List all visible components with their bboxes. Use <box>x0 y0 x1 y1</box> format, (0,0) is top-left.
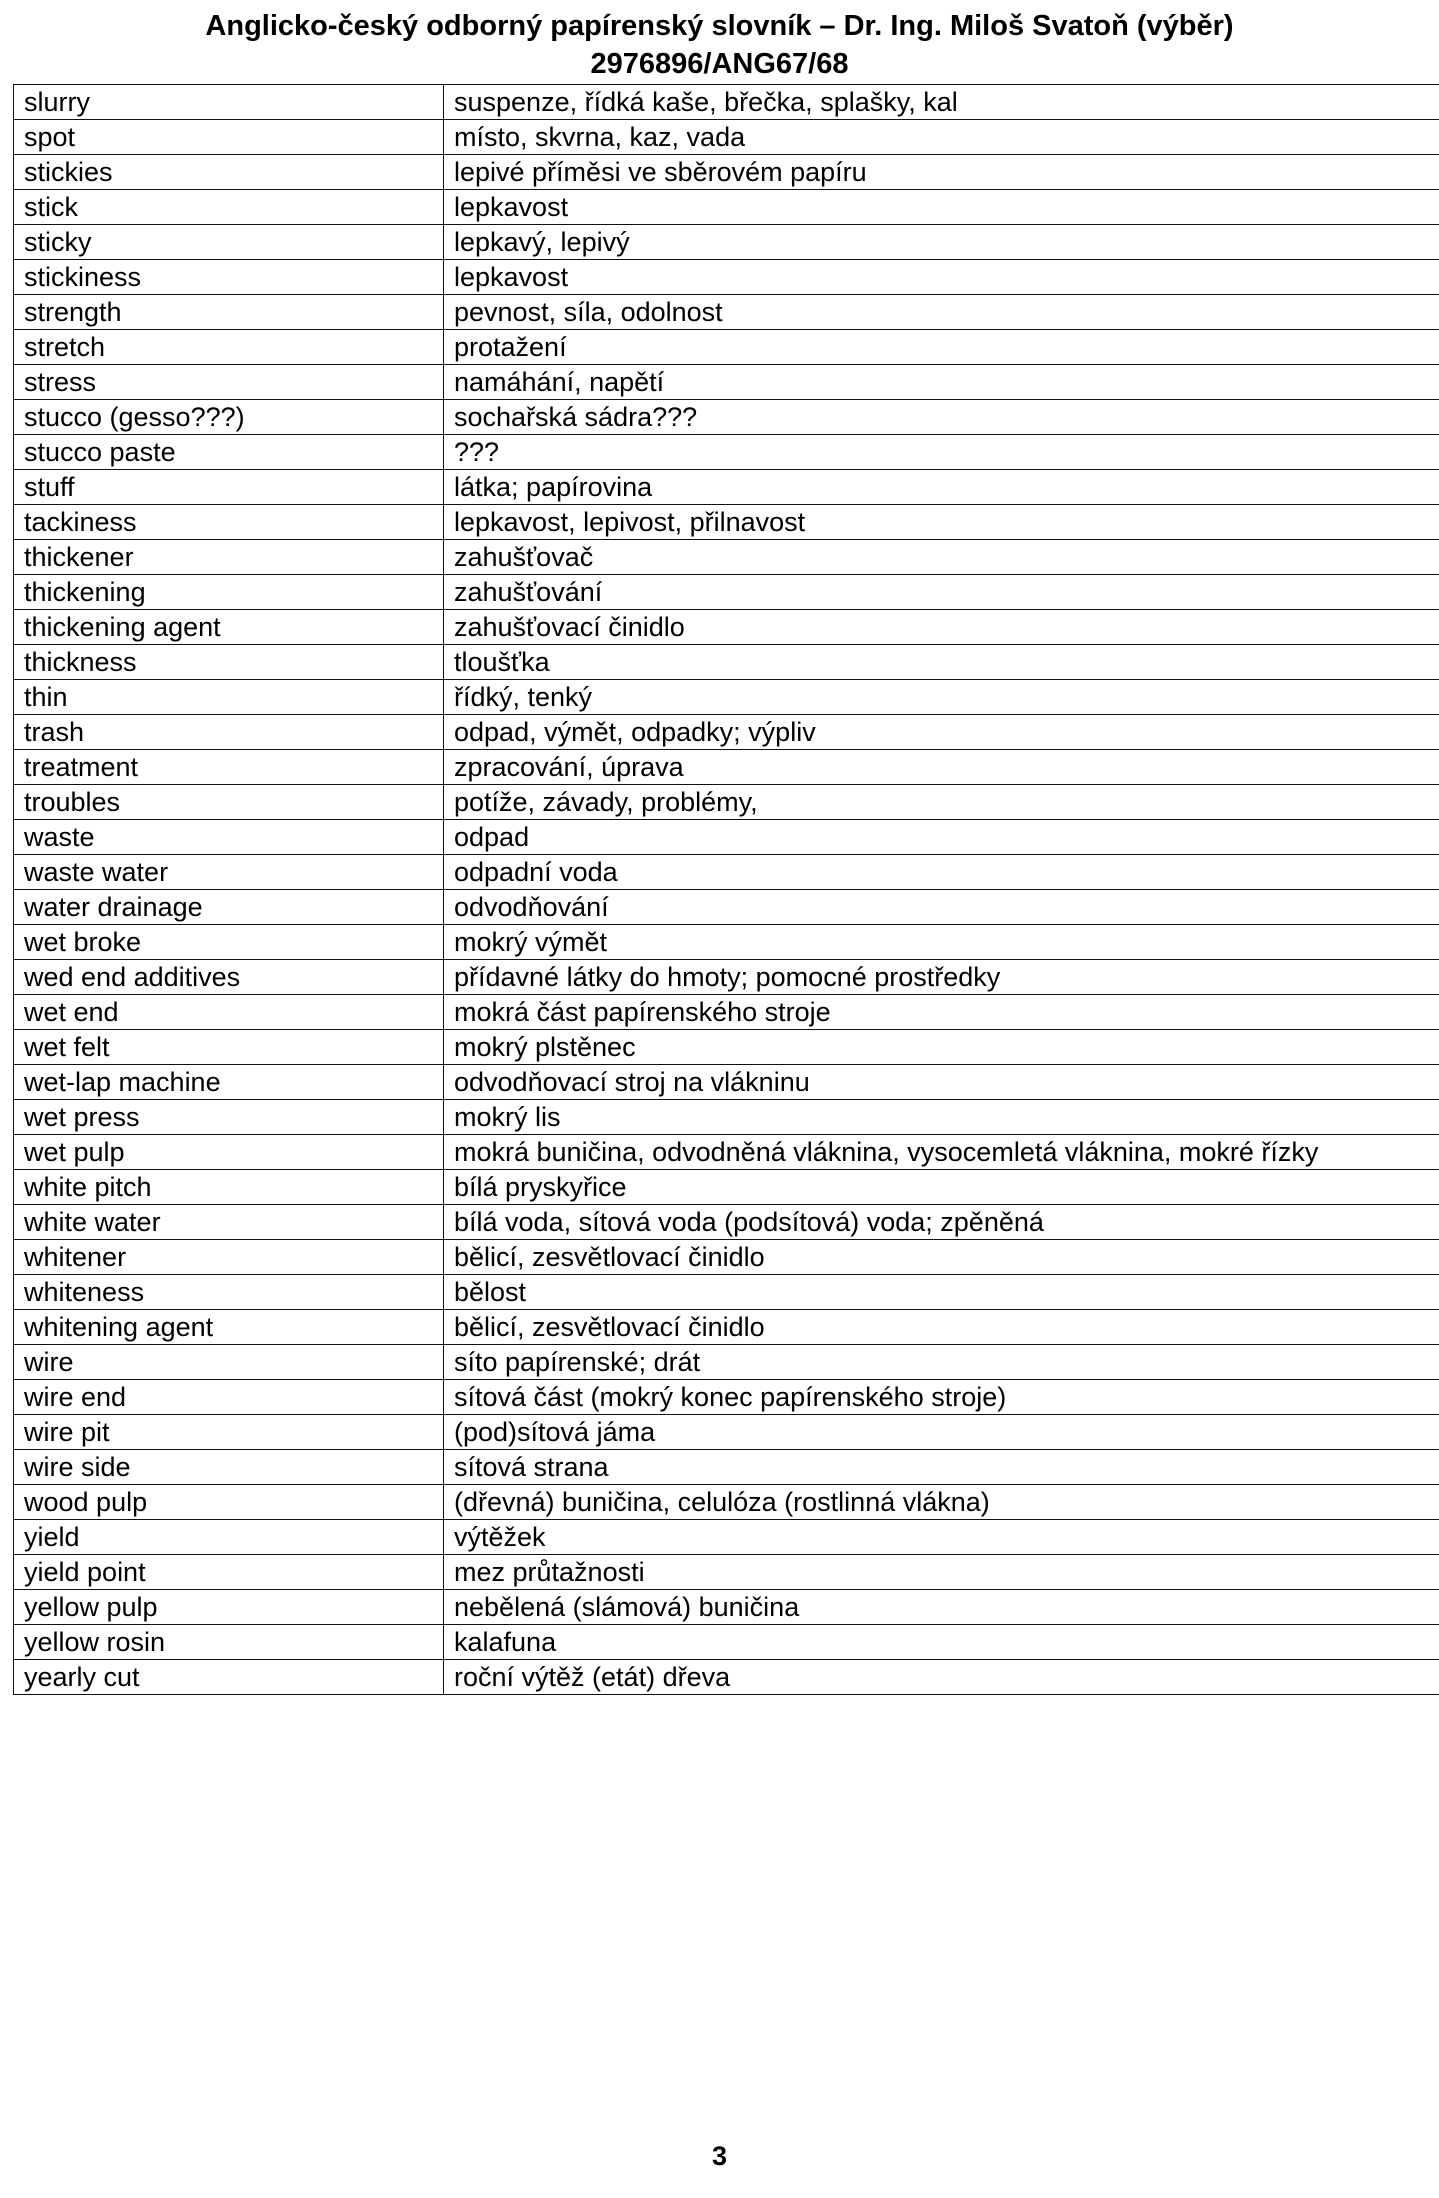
english-term: sticky <box>14 225 444 260</box>
english-term: whitener <box>14 1240 444 1275</box>
english-term: troubles <box>14 785 444 820</box>
czech-translation: místo, skvrna, kaz, vada <box>444 120 1439 155</box>
czech-translation: látka; papírovina <box>444 470 1439 505</box>
english-term: stress <box>14 365 444 400</box>
table-row <box>14 575 1439 610</box>
table-row <box>14 1135 1439 1170</box>
czech-translation: ??? <box>444 435 1439 470</box>
english-term: waste <box>14 820 444 855</box>
table-row <box>14 995 1439 1030</box>
czech-translation: sochařská sádra??? <box>444 400 1439 435</box>
english-term: white pitch <box>14 1170 444 1205</box>
english-term: wet-lap machine <box>14 1065 444 1100</box>
table-row <box>14 1065 1439 1100</box>
english-term: wed end additives <box>14 960 444 995</box>
czech-translation: suspenze, řídká kaše, břečka, splašky, kal <box>444 85 1439 120</box>
czech-translation: lepkavost <box>444 260 1439 295</box>
czech-translation: odpadní voda <box>444 855 1439 890</box>
table-row <box>14 1590 1439 1625</box>
table-row <box>14 1240 1439 1275</box>
english-term: yellow rosin <box>14 1625 444 1660</box>
document-code: 2976896/ANG67/68 <box>590 48 849 80</box>
table-row <box>14 890 1439 925</box>
table-row <box>14 505 1439 540</box>
czech-translation: zahušťovač <box>444 540 1439 575</box>
czech-translation: tloušťka <box>444 645 1439 680</box>
english-term: whitening agent <box>14 1310 444 1345</box>
czech-translation: protažení <box>444 330 1439 365</box>
table-row <box>14 925 1439 960</box>
table-row <box>14 785 1439 820</box>
english-term: thickening agent <box>14 610 444 645</box>
english-term: thickening <box>14 575 444 610</box>
english-term: stick <box>14 190 444 225</box>
czech-translation: odvodňování <box>444 890 1439 925</box>
czech-translation: mokrá buničina, odvodněná vláknina, vysocemletá vláknina, mokré řízky <box>444 1135 1439 1170</box>
table-row <box>14 190 1439 225</box>
english-term: yield point <box>14 1555 444 1590</box>
czech-translation: kalafuna <box>444 1625 1439 1660</box>
czech-translation: bílá voda, sítová voda (podsítová) voda; zpěněná <box>444 1205 1439 1240</box>
english-term: trash <box>14 715 444 750</box>
table-row <box>14 85 1439 120</box>
english-term: wet pulp <box>14 1135 444 1170</box>
czech-translation: (pod)sítová jáma <box>444 1415 1439 1450</box>
english-term: water drainage <box>14 890 444 925</box>
czech-translation: bílá pryskyřice <box>444 1170 1439 1205</box>
table-row <box>14 470 1439 505</box>
czech-translation: lepkavost, lepivost, přilnavost <box>444 505 1439 540</box>
table-row <box>14 1030 1439 1065</box>
table-row <box>14 1170 1439 1205</box>
czech-translation: mokrá část papírenského stroje <box>444 995 1439 1030</box>
table-row <box>14 1625 1439 1660</box>
english-term: white water <box>14 1205 444 1240</box>
czech-translation: sítová strana <box>444 1450 1439 1485</box>
czech-translation: zahušťovací činidlo <box>444 610 1439 645</box>
table-row <box>14 715 1439 750</box>
english-term: tackiness <box>14 505 444 540</box>
english-term: waste water <box>14 855 444 890</box>
table-row <box>14 820 1439 855</box>
english-term: stucco paste <box>14 435 444 470</box>
table-row <box>14 960 1439 995</box>
table-row <box>14 1205 1439 1240</box>
table-row <box>14 295 1439 330</box>
table-row <box>14 540 1439 575</box>
table-row <box>14 610 1439 645</box>
english-term: wet end <box>14 995 444 1030</box>
table-row <box>14 365 1439 400</box>
table-row <box>14 1345 1439 1380</box>
table-row <box>14 1485 1439 1520</box>
czech-translation: zahušťování <box>444 575 1439 610</box>
english-term: stickiness <box>14 260 444 295</box>
czech-translation: (dřevná) buničina, celulóza (rostlinná vlákna) <box>444 1485 1439 1520</box>
czech-translation: výtěžek <box>444 1520 1439 1555</box>
czech-translation: pevnost, síla, odolnost <box>444 295 1439 330</box>
english-term: wood pulp <box>14 1485 444 1520</box>
czech-translation: lepkavý, lepivý <box>444 225 1439 260</box>
english-term: treatment <box>14 750 444 785</box>
czech-translation: sítová část (mokrý konec papírenského stroje) <box>444 1380 1439 1415</box>
english-term: yellow pulp <box>14 1590 444 1625</box>
czech-translation: mokrý lis <box>444 1100 1439 1135</box>
english-term: thickness <box>14 645 444 680</box>
czech-translation: bělost <box>444 1275 1439 1310</box>
czech-translation: odpad <box>444 820 1439 855</box>
table-row <box>14 1415 1439 1450</box>
table-row <box>14 680 1439 715</box>
english-term: wire end <box>14 1380 444 1415</box>
czech-translation: roční výtěž (etát) dřeva <box>444 1660 1439 1695</box>
czech-translation: řídký, tenký <box>444 680 1439 715</box>
table-row <box>14 1520 1439 1555</box>
english-term: thin <box>14 680 444 715</box>
english-term: thickener <box>14 540 444 575</box>
czech-translation: přídavné látky do hmoty; pomocné prostředky <box>444 960 1439 995</box>
english-term: stuff <box>14 470 444 505</box>
czech-translation: síto papírenské; drát <box>444 1345 1439 1380</box>
table-row <box>14 225 1439 260</box>
czech-translation: zpracování, úprava <box>444 750 1439 785</box>
czech-translation: bělicí, zesvětlovací činidlo <box>444 1240 1439 1275</box>
page-number: 3 <box>711 2141 728 2171</box>
english-term: yield <box>14 1520 444 1555</box>
czech-translation: namáhání, napětí <box>444 365 1439 400</box>
czech-translation: mez průtažnosti <box>444 1555 1439 1590</box>
table-row <box>14 645 1439 680</box>
dictionary-table <box>13 84 1439 1695</box>
czech-translation: nebělená (slámová) buničina <box>444 1590 1439 1625</box>
table-row <box>14 1555 1439 1590</box>
table-row <box>14 1380 1439 1415</box>
english-term: whiteness <box>14 1275 444 1310</box>
table-row <box>14 155 1439 190</box>
english-term: slurry <box>14 85 444 120</box>
dictionary-body <box>14 85 1439 1695</box>
english-term: stucco (gesso???) <box>14 400 444 435</box>
table-row <box>14 1310 1439 1345</box>
czech-translation: lepkavost <box>444 190 1439 225</box>
english-term: stickies <box>14 155 444 190</box>
page-title: Anglicko-český odborný papírenský slovník – Dr. Ing. Miloš Svatoň (výběr) <box>205 10 1234 42</box>
english-term: wire pit <box>14 1415 444 1450</box>
czech-translation: lepivé příměsi ve sběrovém papíru <box>444 155 1439 190</box>
table-row <box>14 260 1439 295</box>
czech-translation: odvodňovací stroj na vlákninu <box>444 1065 1439 1100</box>
table-row <box>14 330 1439 365</box>
english-term: wire <box>14 1345 444 1380</box>
table-row <box>14 435 1439 470</box>
table-row <box>14 1100 1439 1135</box>
english-term: wire side <box>14 1450 444 1485</box>
english-term: spot <box>14 120 444 155</box>
table-row <box>14 1275 1439 1310</box>
czech-translation: potíže, závady, problémy, <box>444 785 1439 820</box>
english-term: yearly cut <box>14 1660 444 1695</box>
table-row <box>14 120 1439 155</box>
table-row <box>14 400 1439 435</box>
english-term: wet broke <box>14 925 444 960</box>
czech-translation: mokrý plstěnec <box>444 1030 1439 1065</box>
czech-translation: mokrý výmět <box>444 925 1439 960</box>
english-term: wet felt <box>14 1030 444 1065</box>
english-term: stretch <box>14 330 444 365</box>
english-term: strength <box>14 295 444 330</box>
table-row <box>14 1660 1439 1695</box>
czech-translation: odpad, výmět, odpadky; výpliv <box>444 715 1439 750</box>
table-row <box>14 1450 1439 1485</box>
czech-translation: bělicí, zesvětlovací činidlo <box>444 1310 1439 1345</box>
table-row <box>14 750 1439 785</box>
table-row <box>14 855 1439 890</box>
english-term: wet press <box>14 1100 444 1135</box>
